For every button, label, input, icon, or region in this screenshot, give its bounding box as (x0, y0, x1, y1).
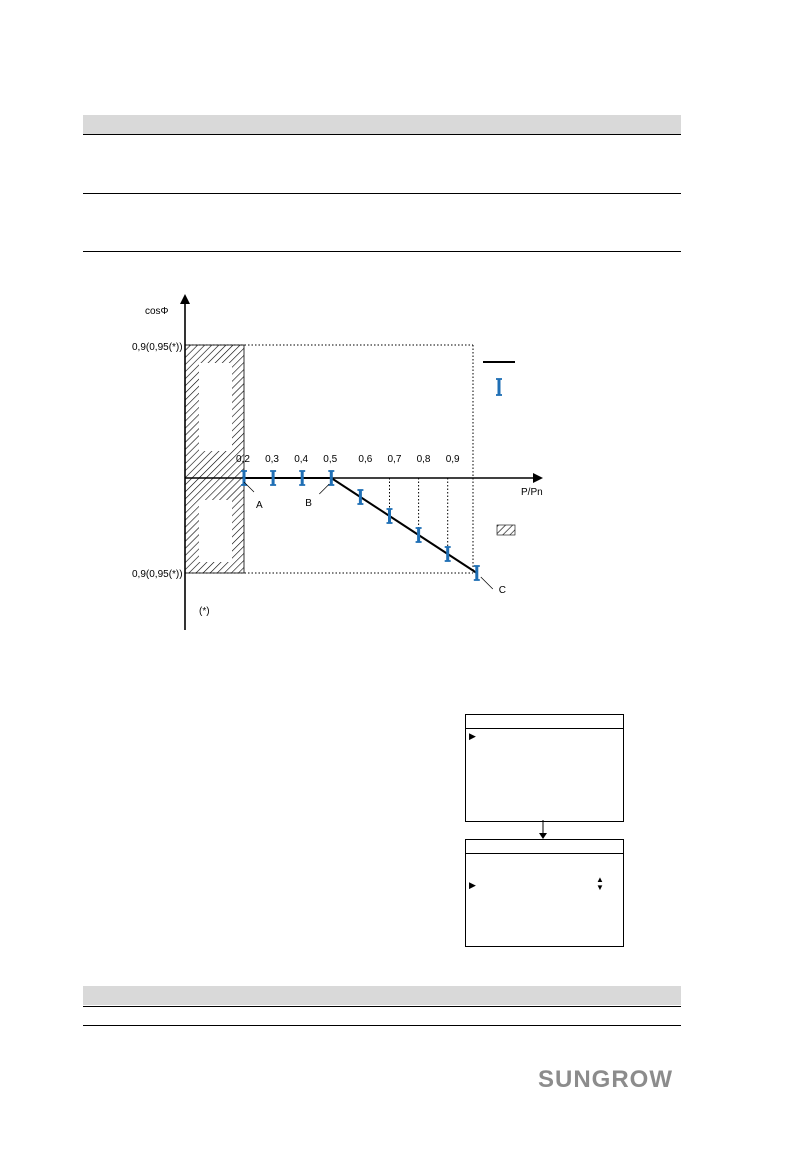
arrow-down-icon (537, 820, 549, 840)
x-axis-arrow-icon (533, 473, 543, 483)
leader-line (481, 577, 493, 589)
table-header-bar (83, 986, 681, 1005)
x-tick-label: 0,6 (358, 454, 373, 465)
table-header-bar (83, 115, 681, 134)
y-tick-label: 0,9(0,95(*)) (132, 342, 183, 353)
x-tick-label: 0,2 (236, 454, 250, 465)
footnote-label: (*) (199, 606, 210, 617)
selection-arrow-icon: ▶ (469, 731, 476, 741)
x-tick-label: 0,7 (387, 454, 402, 465)
lcd-screen-1 (465, 714, 624, 822)
leader-line (319, 484, 329, 494)
y-tick-label: 0,9(0,95(*)) (132, 569, 183, 580)
hatched-gap (199, 500, 232, 562)
lcd-screen-2 (465, 839, 624, 947)
table-rule (83, 134, 681, 135)
up-down-icon: ▲▼ (596, 875, 604, 892)
point-label-c: C (498, 585, 507, 596)
table-rule (83, 193, 681, 194)
x-tick-label: 0,4 (294, 454, 309, 465)
x-tick-label: 0,5 (323, 454, 338, 465)
table-rule (83, 1006, 681, 1007)
y-axis-arrow-icon (180, 294, 190, 304)
cosphi-curve-chart (125, 290, 565, 640)
lcd-header (466, 840, 623, 854)
point-label-b: B (305, 498, 312, 509)
x-axis-label: P/Pn (521, 487, 543, 498)
selection-arrow-icon: ▶ (469, 880, 476, 890)
table-rule (83, 251, 681, 252)
x-tick-label: 0,9 (445, 454, 460, 465)
y-axis-label: cosΦ (145, 306, 169, 317)
legend-hatch-swatch (497, 525, 515, 535)
hatched-gap (199, 363, 232, 451)
leader-line (244, 482, 254, 492)
point-label-a: A (256, 500, 263, 511)
lcd-header (466, 715, 623, 729)
x-tick-label: 0,3 (265, 454, 280, 465)
x-tick-label: 0,8 (416, 454, 431, 465)
table-rule (83, 1025, 681, 1026)
sungrow-logo: SUNGROW (538, 1066, 673, 1093)
